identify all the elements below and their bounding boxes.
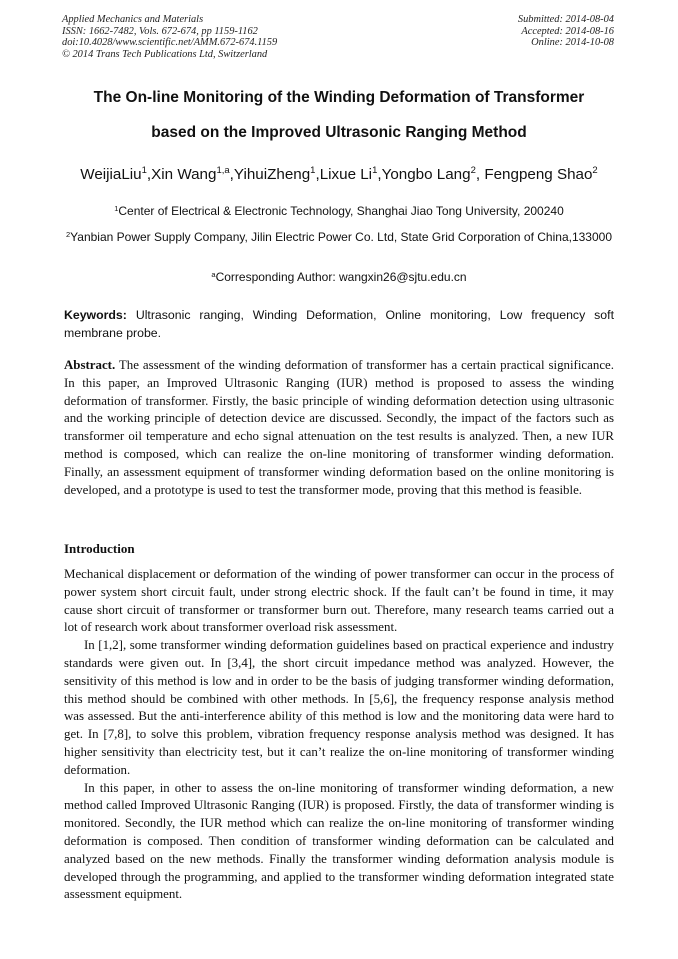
author-affiliation-mark: 1: [372, 165, 378, 176]
intro-paragraph: In [1,2], some transformer winding deformation guidelines based on practical experience and industry standards were given out. In [3,4], the short circuit impedance method was analyzed. However, the sensitivity of this method is low and in order to be the basis of judging transformer winding deformation, this method should be combined with other methods. In [5,6], the frequency response analysis method was assessed. But the anti-interference ability of this method is low and the monitoring data were hard to get. In [7,8], to solve this problem, vibration frequency response analysis method was designed. It has higher sensitivity than electricity test, but it can’t realize the on-line monitoring of transformer winding deformation.: [64, 638, 614, 777]
affiliation-2: [60, 229, 618, 246]
keywords-text: Ultrasonic ranging, Winding Deformation, Online monitoring, Low frequency soft membrane probe.: [64, 308, 614, 340]
online-date: Online: 2014-10-08: [531, 37, 614, 49]
author-name: Fengpeng Shao: [484, 166, 593, 183]
accepted-date: Accepted: 2014-08-16: [521, 25, 614, 37]
journal-info: [62, 14, 277, 60]
paper-title-line-1: The On-line Monitoring of the Winding Deformation of Transformer: [93, 89, 585, 106]
keywords-label: Keywords:: [64, 308, 127, 322]
copyright-line: © 2014 Trans Tech Publications Ltd, Switzerland: [62, 48, 268, 60]
corresponding-author: [60, 269, 618, 286]
affiliation-1: [60, 203, 618, 220]
introduction-heading: Introduction: [64, 541, 135, 556]
affiliation-text: Center of Electrical & Electronic Technology, Shanghai Jiao Tong University, 200240: [118, 204, 564, 218]
submitted-date: Submitted: 2014-08-04: [517, 14, 614, 25]
issn-line: ISSN: 1662-7482, Vols. 672-674, pp 1159-1162: [62, 25, 258, 37]
author-affiliation-mark: 1: [141, 165, 147, 176]
abstract-label: Abstract.: [64, 358, 116, 372]
author-name: Lixue Li: [319, 166, 373, 183]
corresponding-mark: a: [211, 270, 216, 279]
affiliation-mark: 2: [65, 230, 71, 239]
keywords-section: [64, 306, 614, 342]
doi-line[interactable]: doi:10.4028/www.scientific.net/AMM.672-674.1159: [62, 37, 278, 49]
abstract-text: The assessment of the winding deformation of transformer has a certain practical significance. In this paper, an Improved Ultrasonic Ranging (IUR) method is proposed to assess the winding deformation of transformer. Firstly, the basic principle of winding deformation detection using ultrasonic and the working principle of detection device are discussed. Secondly, the impact of the factors such as transformer oil temperature and echo signal attenuation on the test results is analyzed. Then, a new IUR method is composed, which can realize the on-line monitoring of transformer winding deformation. Finally, an assessment equipment of transformer winding deformation based on the online monitoring is developed, and a prototype is used to test the transformer mode, proving that this method is feasible.: [64, 358, 614, 497]
author-affiliation-mark: 2: [470, 165, 476, 176]
submission-dates: [518, 14, 614, 49]
paper-title-line-2: based on the Improved Ultrasonic Ranging Method: [151, 124, 527, 141]
journal-name: Applied Mechanics and Materials: [62, 14, 204, 25]
author-affiliation-mark: 2: [592, 165, 598, 176]
affiliation-text: Yanbian Power Supply Company, Jilin Electric Power Co. Ltd, State Grid Corporation of China,133000: [70, 230, 612, 244]
author-name: Yongbo Lang: [381, 166, 471, 183]
author-name: YihuiZheng: [233, 166, 311, 183]
introduction-body: [64, 566, 614, 904]
author-affiliation-mark: 1: [310, 165, 316, 176]
author-name: WeijiaLiu: [80, 166, 142, 183]
intro-paragraph: Mechanical displacement or deformation of the winding of power transformer can occur in the process of power system short circuit fault, under strong electric shock. If the fault can’t be found in time, it may cause short circuit of transformer or transformer burn out. Therefore, many research teams carried out a lot of research work about transformer overload risk assessment.: [64, 567, 614, 635]
author-name: Xin Wang: [151, 166, 217, 183]
intro-paragraph: In this paper, in other to assess the on-line monitoring of transformer winding deformation, a new method called Improved Ultrasonic Ranging (IUR) is proposed. Firstly, the data of transformer winding is monitored. Secondly, the IUR method which can realize the on-line monitoring of transformer winding deformation is composed. Then condition of transformer winding deformation can be calculated and analyzed based on the new methods. Finally the transformer winding deformation analysis module is developed through the programming, and applied to the transformer winding deformation integrated state assessment equipment.: [64, 780, 614, 902]
abstract-section: [64, 357, 614, 499]
author-affiliation-mark: 1,a: [216, 165, 230, 176]
corresponding-email[interactable]: Corresponding Author: wangxin26@sjtu.edu.cn: [215, 270, 467, 284]
author-list: WeijiaLiu$^1$,Xin Wang$^{1,a}$,YihuiZheng$^1$,Lixue Li$^1$,Yongbo Lang$^2$, Fengpeng Shao$^2$: [80, 165, 598, 183]
affiliation-mark: 1: [114, 204, 119, 213]
